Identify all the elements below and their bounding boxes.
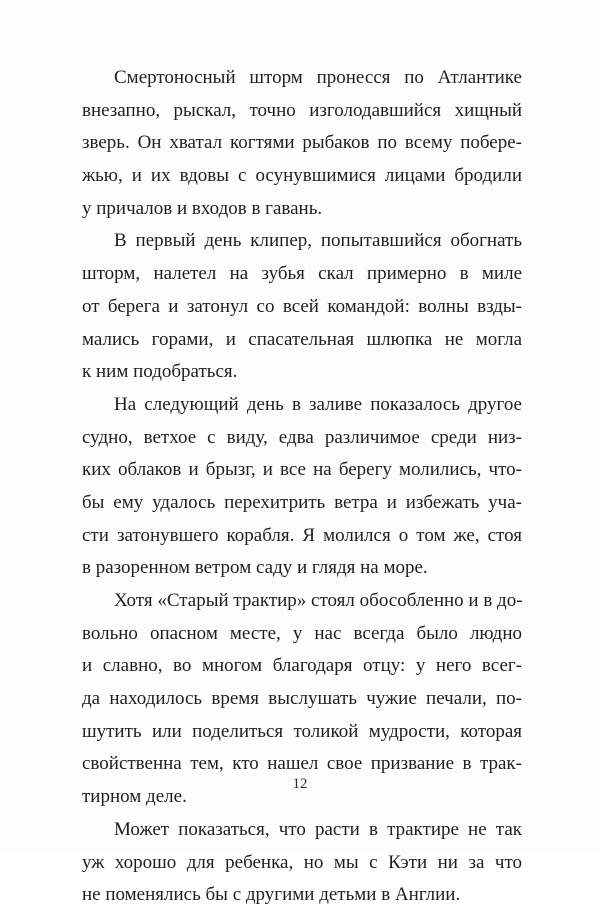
paragraph-3-line-3: ких облаков и брызг, и все на берегу молились, что-	[82, 459, 522, 481]
paragraph-1-line-2: внезапно, рыскал, точно изголодавшийся хищный	[82, 99, 522, 121]
paragraph-3-line-6: в разоренном ветром саду и глядя на море.	[82, 557, 428, 579]
paragraph-2-line-1: В первый день клипер, попытавшийся обогнать	[114, 230, 522, 252]
paragraph-2-line-2: шторм, налетел на зубья скал примерно в миле	[82, 263, 522, 285]
paragraph-3-line-1: На следующий день в заливе показалось другое	[114, 393, 522, 415]
paragraph-1-line-4: жью, и их вдовы с осунувшимися лицами бродили	[82, 165, 522, 187]
paragraph-3-line-2: судно, ветхое с виду, едва различимое среди низ-	[82, 426, 522, 448]
paragraph-1-line-3: зверь. Он хватал когтями рыбаков по всему побере-	[82, 132, 522, 154]
paragraph-3-line-5: сти затонувшего корабля. Я молился о том же, стоя	[82, 524, 522, 546]
paragraph-2-line-4: мались горами, и спасательная шлюпка не могла	[82, 328, 522, 350]
paragraph-4-line-5: шутить или поделиться толикой мудрости, которая	[82, 720, 522, 742]
page-number: 12	[292, 776, 308, 792]
paragraph-3-line-4: бы ему удалось перехитрить ветра и избежать уча-	[82, 491, 522, 513]
paragraph-2-line-5: к ним подобраться.	[82, 361, 238, 383]
paragraph-5-line-1: Может показаться, что расти в трактире не так	[114, 818, 522, 840]
paragraph-4-line-3: и славно, во многом благодаря отцу: у него всег-	[82, 655, 522, 677]
paragraph-4-line-6: свойственна тем, кто нашел свое призвание в трак-	[82, 753, 522, 775]
paragraph-1-line-1: Смертоносный шторм пронесся по Атлантике	[114, 67, 522, 88]
paragraph-5-line-2: уж хорошо для ребенка, но мы с Кэти ни за что	[82, 851, 522, 873]
paragraph-2-line-3: от берега и затонул со всей командой: волны взды-	[82, 295, 522, 317]
paragraph-4-line-4: да находилось время выслушать чужие печали, по-	[82, 688, 522, 710]
paragraph-4-line-2: вольно опасном месте, у нас всегда было людно	[82, 622, 522, 644]
paragraph-1-line-5: у причалов и входов в гавань.	[82, 197, 323, 219]
paragraph-4-line-1: Хотя «Старый трактир» стоял обособленно и в до-	[114, 590, 523, 611]
paragraph-5-line-3: не поменялись бы с другими детьми в Англии.	[82, 884, 461, 906]
paragraph-4-line-7: тирном деле.	[82, 786, 187, 808]
